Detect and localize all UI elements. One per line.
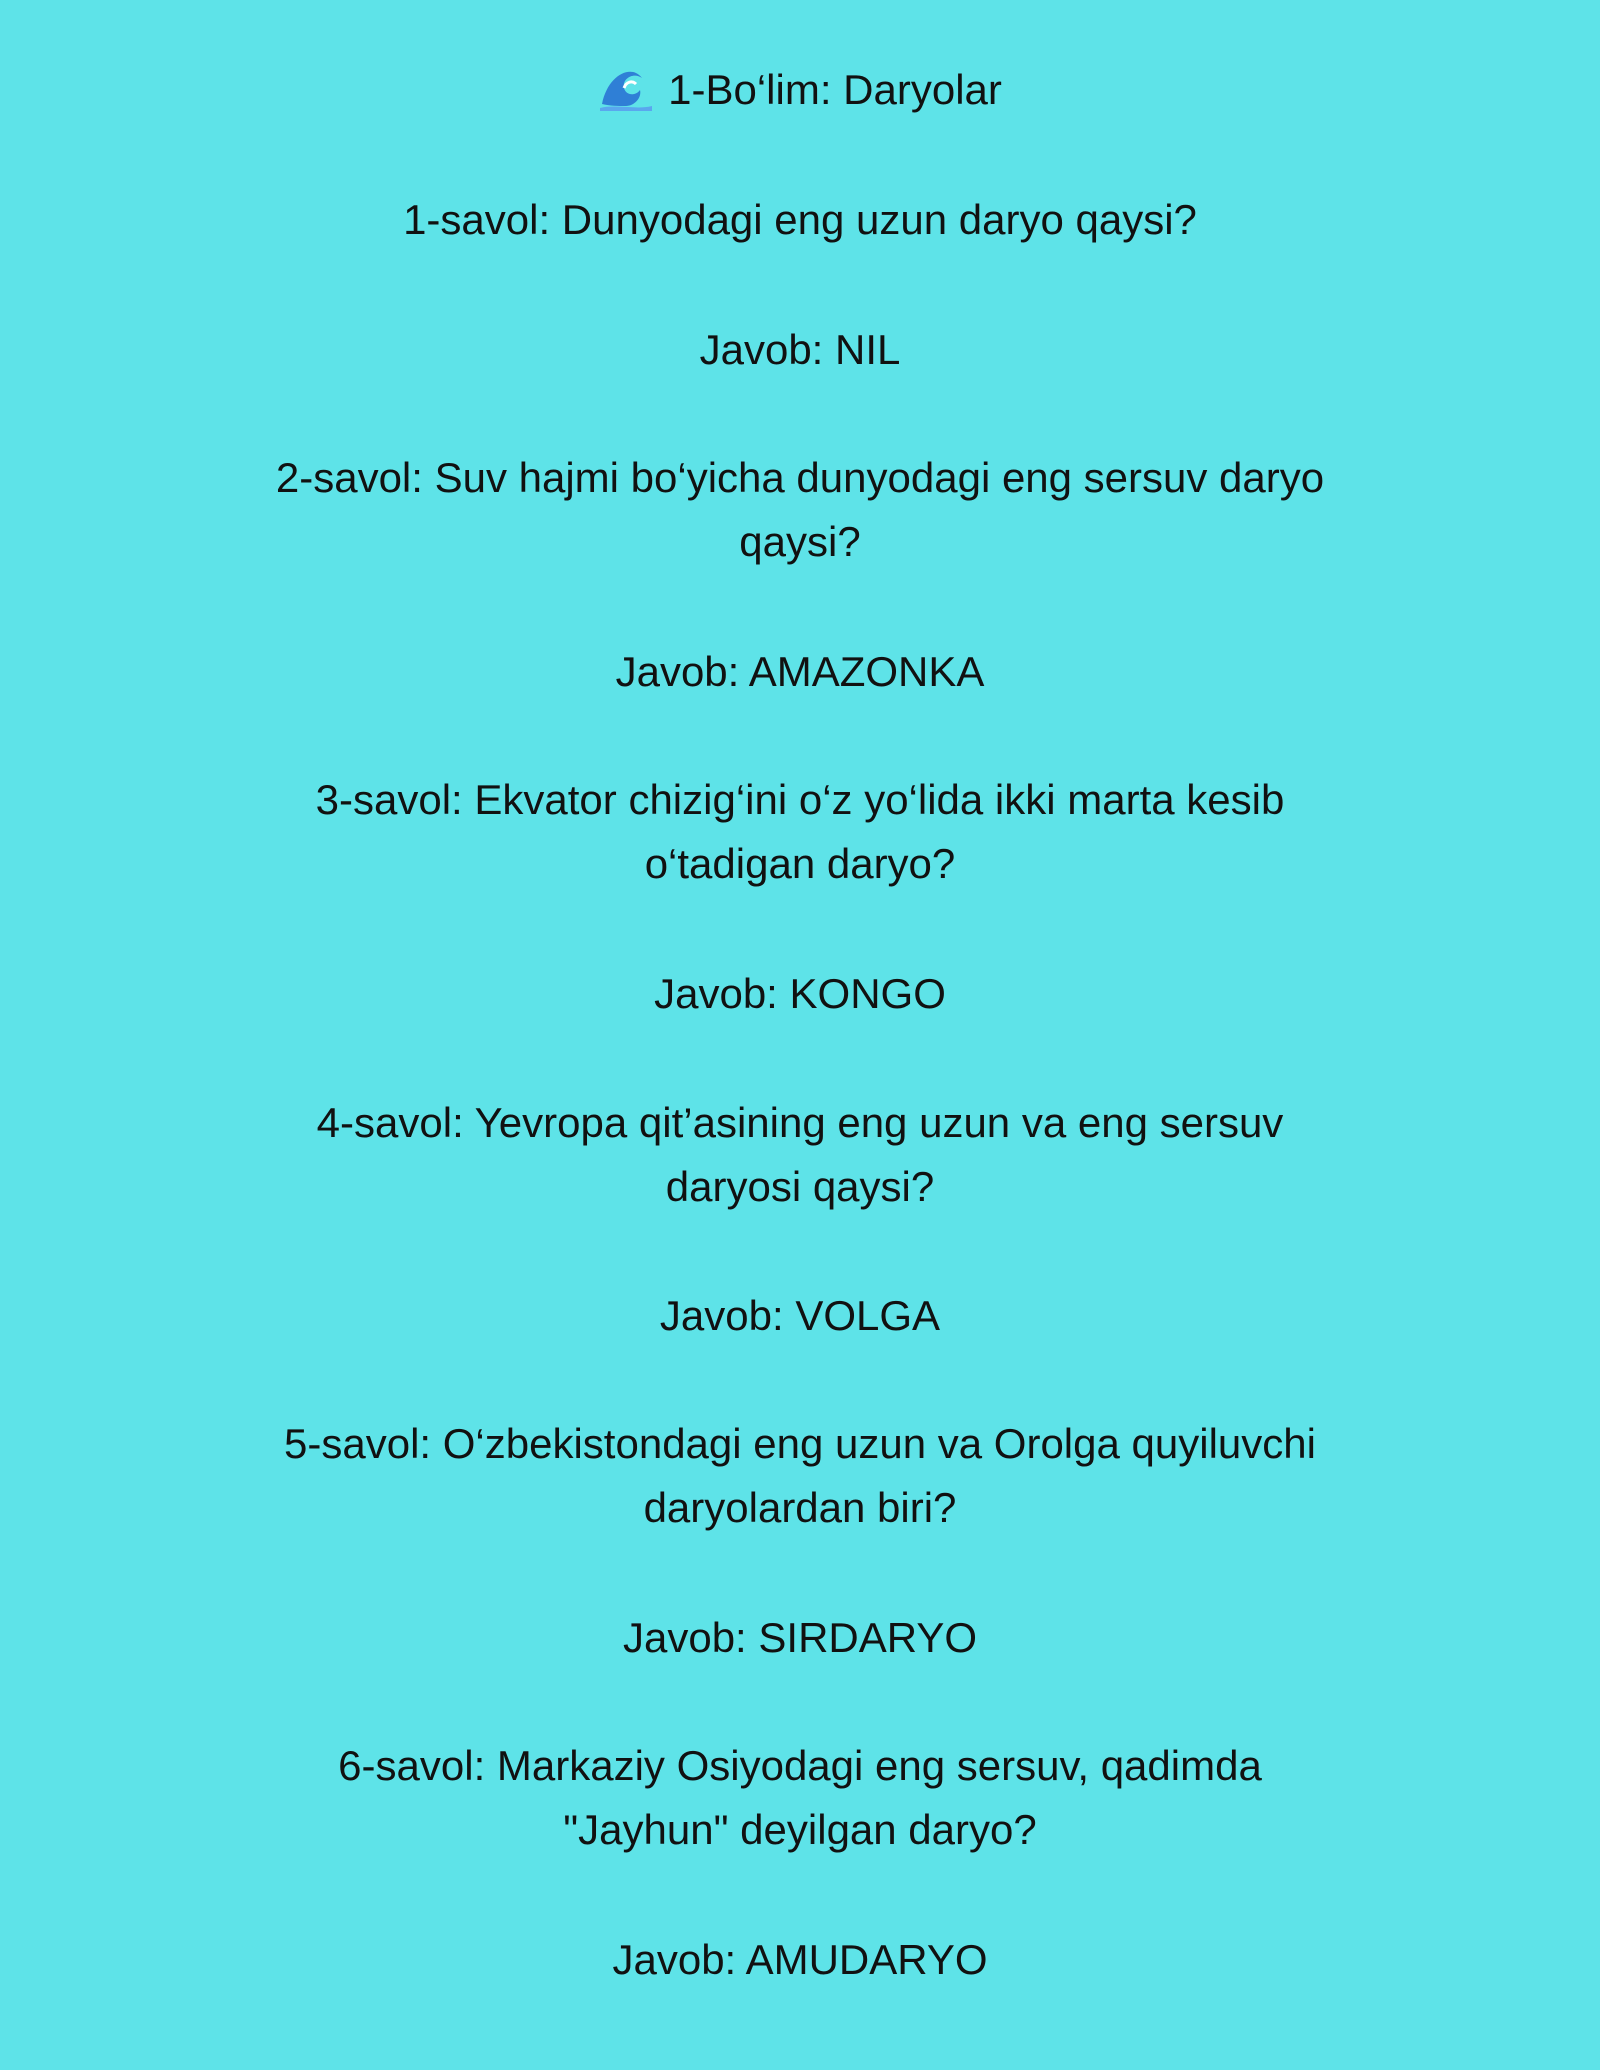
question-3-line-1: 3-savol: Ekvator chizig‘ini o‘z yo‘lida ikki marta kesib <box>315 776 1285 823</box>
section-title-text: 1-Bo‘lim: Daryolar <box>668 66 1002 113</box>
section-title <box>150 58 1450 122</box>
answer-5: Javob: SIRDARYO <box>622 1614 978 1661</box>
question-2-line-2: qaysi? <box>739 518 861 565</box>
answer-2: Javob: AMAZONKA <box>615 648 985 695</box>
answer-1: Javob: NIL <box>699 326 901 373</box>
answer-6: Javob: AMUDARYO <box>612 1936 988 1983</box>
answer-3: Javob: KONGO <box>654 970 946 1017</box>
question-4-line-1: 4-savol: Yevropa qit’asining eng uzun va eng sersuv <box>316 1099 1284 1146</box>
question-6-line-1: 6-savol: Markaziy Osiyodagi eng sersuv, qadimda <box>338 1742 1262 1789</box>
question-3-line-2: o‘tadigan daryo? <box>644 840 956 887</box>
answer-4: Javob: VOLGA <box>659 1292 941 1339</box>
water-wave-icon <box>598 64 654 112</box>
question-1: 1-savol: Dunyodagi eng uzun daryo qaysi? <box>403 196 1197 243</box>
question-4-line-2: daryosi qaysi? <box>665 1163 935 1210</box>
question-5-line-2: daryolardan biri? <box>643 1484 957 1531</box>
question-5-line-1: 5-savol: O‘zbekistondagi eng uzun va Orolga quyiluvchi <box>284 1420 1316 1467</box>
question-2-line-1: 2-savol: Suv hajmi bo‘yicha dunyodagi eng sersuv daryo <box>275 454 1325 501</box>
question-6-line-2: "Jayhun" deyilgan daryo? <box>563 1806 1037 1853</box>
